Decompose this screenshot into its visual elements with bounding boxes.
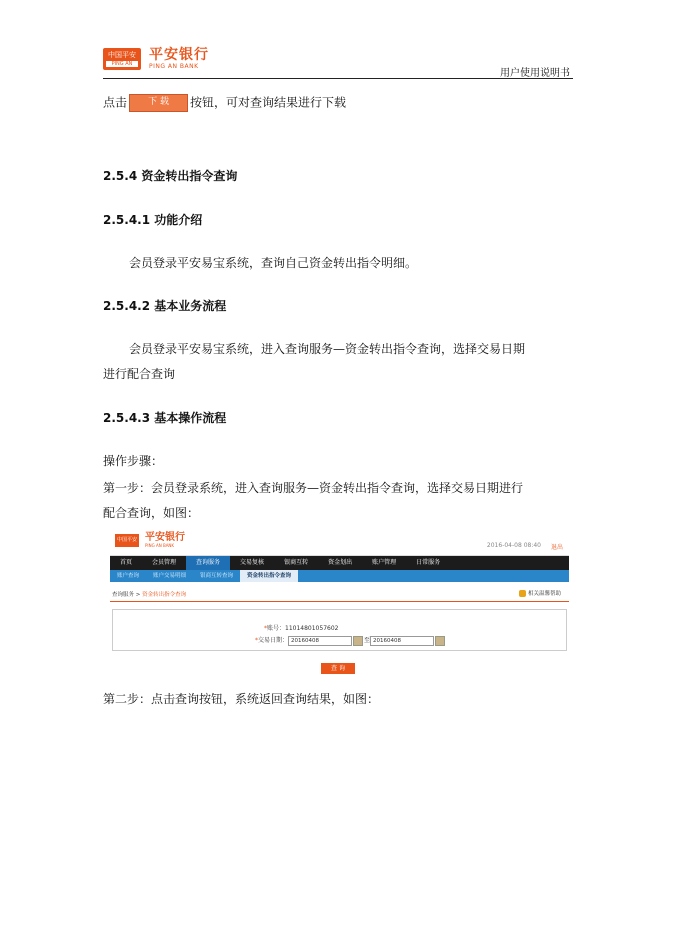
account-row: *账号：11014801057602 [264,625,339,632]
app-logo: 中国平安 平安银行 PING AN BANK [116,532,185,548]
nav-home[interactable]: 首页 [120,559,133,566]
step2-line: 第二步：点击查询按钮，系统返回查询结果，如图： [103,692,380,706]
query-form [112,609,567,651]
app-header [110,527,569,556]
subnav-account-query[interactable]: 账户查询 [117,573,140,579]
step1-line2: 配合查询，如图： [103,506,200,520]
bank-logo [103,48,209,70]
logo-english-name: PING AN BANK [149,63,199,70]
section-heading-2-5-4-2: 2.5.4.2 基本业务流程 [103,299,227,313]
steps-label: 操作步骤： [103,454,164,468]
datetime-label: 2016-04-08 08:40 [486,542,541,549]
breadcrumb-divider [110,601,569,602]
help-link[interactable]: 相关温馨帮助 [519,589,561,597]
calendar-icon[interactable] [353,636,363,646]
subnav-fund-transfer-out-query[interactable]: 资金转出指令查询 [240,570,298,582]
nav-fund-transfer-out[interactable]: 资金划出 [328,559,353,566]
section-heading-2-5-4: 2.5.4 资金转出指令查询 [103,169,238,183]
subnav-bank-transfer-query[interactable]: 银商互转查询 [200,573,234,579]
nav-transaction-review[interactable]: 交易复核 [240,559,265,566]
section-heading-2-5-4-1: 2.5.4.1 功能介绍 [103,213,203,227]
exit-link[interactable]: 退出 [550,544,563,551]
date-row: *交易日期： 20160408 至 20160408 [255,635,446,646]
logo-chinese-name: 平安银行 [149,47,209,63]
step1-line1: 第一步：会员登录系统，进入查询服务—资金转出指令查询，选择交易日期进行 [103,481,524,495]
download-instruction: 点击 下 载 按钮，可对查询结果进行下载 [103,94,346,112]
subnav-account-transactions[interactable]: 账户交易明细 [153,573,187,579]
sub-nav [110,570,569,582]
breadcrumb: 查询服务 > 资金转出指令查询 [112,592,187,598]
nav-account-management[interactable]: 账户管理 [372,559,397,566]
nav-member-management[interactable]: 会员管理 [152,559,177,566]
nav-bank-transfer[interactable]: 银商互转 [284,559,309,566]
paragraph-business-flow-line2: 进行配合查询 [103,367,176,381]
date-to-input[interactable]: 20160408 [370,636,434,646]
nav-query-service[interactable]: 查询服务 [186,556,230,570]
date-from-input[interactable]: 20160408 [288,636,352,646]
account-number: 11014801057602 [285,625,339,632]
query-button[interactable]: 查 询 [321,663,355,674]
download-button[interactable]: 下 载 [129,94,188,112]
nav-daily-service[interactable]: 日常服务 [416,559,441,566]
help-icon [519,590,526,597]
main-nav [110,556,569,570]
calendar-icon[interactable] [435,636,445,646]
paragraph-function-intro: 会员登录平安易宝系统，查询自己资金转出指令明细。 [129,256,418,270]
document-title: 用户使用说明书 [500,68,570,79]
paragraph-business-flow-line1: 会员登录平安易宝系统，进入查询服务—资金转出指令查询，选择交易日期 [129,342,526,356]
embedded-screenshot [110,527,569,677]
pingan-logo-mark: 中国平安 PING AN [103,48,141,70]
section-heading-2-5-4-3: 2.5.4.3 基本操作流程 [103,411,227,425]
header-divider [103,78,573,79]
